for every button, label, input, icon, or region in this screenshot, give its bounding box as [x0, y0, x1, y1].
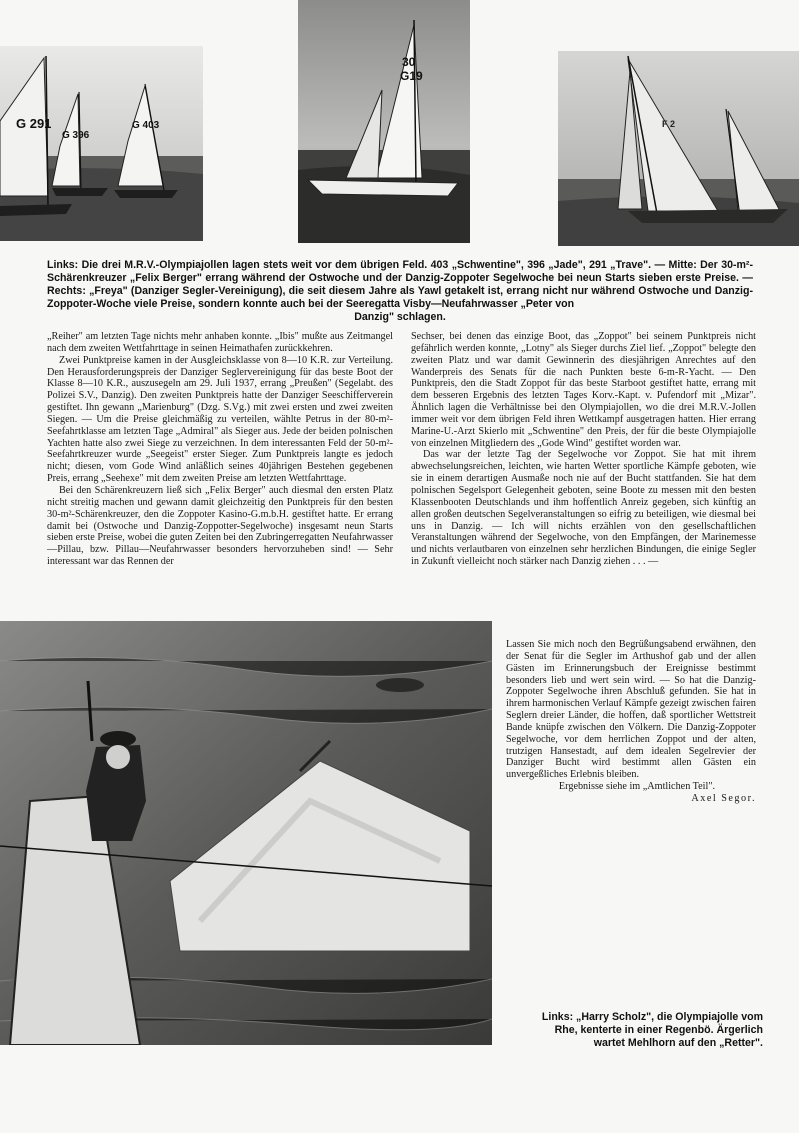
sail-number: G 291	[16, 116, 52, 131]
caption-line: wartet Mehlhorn auf den „Retter".	[593, 1037, 763, 1049]
paragraph: Bei den Schärenkreuzern ließ sich „Felix Berger" auch diesmal den ersten Platz nicht streitig machen und gewann damit gleichzeitig den Punktpreis für den besten 30-m²-Schärenkreuzer, den die Zoppoter Kasino-G.m.b.H. gestiftet hatte. Er errang damit bei (Ostwoche und Danzig-Zoppotter-Segelwoche) insgesamt neun Starts sieben erste Preise, wobei die guten Zeiten bei den Zubringerregatten Neufahrwasser—Pillau, bzw. Pillau—Neufahrwasser besonders hervorzuheben sind! — Sehr interessant war das Rennen der	[47, 484, 393, 568]
photo-caption-top	[47, 259, 753, 324]
paragraph: Sechser, bei denen das einzige Boot, das „Zoppot" bei seinem Punktpreis nicht gefährlich werden konnte, „Lotny" als Sieger durchs Ziel lief. „Zoppot" belegte den zweiten Platz und war damit Gewinnerin des diesjährigen Anrechtes auf den Wanderpreis des Senats für die nach Punkten beste 6-m-R-Yacht. — Den Punktpreis, den die Stadt Zoppot für das beste Starboot gestiftet hatte, errang mit dem besseren Ergebnis des letzten Tages Korv.-Kapt. v. Pufendorf mit „Mizar". Ähnlich lagen die Verhältnisse bei den Olympiajollen, wo die drei M.R.V.-Jollen immer weit vor dem übrigen Feld ihren Wettkampf ausgetragen hatten. Hier errang Marine-U.-Arzt Skierlo mit „Schwentine" den Preis, der für die beste Olympiajolle von einzelnen Mitgliedern des „Gode Wind" gestiftet worden war.	[411, 331, 756, 449]
photo-schaerenkreuzer	[298, 0, 470, 243]
photo-freya-yawl	[558, 51, 799, 246]
sail-number: F 2	[662, 119, 676, 129]
paragraph: Das war der letzte Tag der Segelwoche vor Zoppot. Sie hat mit ihrem abwechselungsreichen, leichten, wie harten Wetter sportliche Kämpfe geboten, wie sie in einem derartigen Ausmaße noch nie auf der Bucht stattfanden. Sie hat dem polnischen Segelsport Gelegenheit geboten, seine Boote zu messen mit den besten Klassenbooten Deutschlands und ihm hoffentlich Anreiz gegeben, sich künftig an allen großen deutschen Segelveranstaltungen so eifrig zu beteiligen, wie diesmal bei uns in Danzig. — Ich will nichts erzählen von den gesellschaftlichen Veranstaltungen während der Segelwoche, von den Empfängen, der Marinemesse und nichts verlautbaren von einzelnen sehr herzlichen Bindungen, die einige Segler in Zukunft vielleicht noch stärker nach Danzig ziehen . . . —	[411, 449, 756, 568]
caption-line: Rhe, kenterte in einer Regenbö. Ärgerlich	[554, 1024, 763, 1036]
sail-number: G 396	[62, 130, 90, 141]
caption-line: Ostwoche und Danzig-Zoppoter-Woche viele Preise, sondern konnte auch bei der Seeregatta Visby—Neufahrwasser „Peter von	[47, 285, 754, 310]
paragraph: „Reiher" am letzten Tage nichts mehr anhaben konnte. „Ibis" mußte aus Zeitmangel nach dem zweiten Wettfahrttage in seinen Heimathafen zurückkehren.	[47, 331, 393, 354]
caption-line: Danzig" schlagen.	[354, 311, 446, 323]
author-signature: Axel Segor.	[691, 792, 756, 804]
sail-number: G19	[400, 69, 423, 83]
article-column-right	[411, 331, 756, 568]
caption-line: Links: Die drei M.R.V.-Olympiajollen lagen stets weit vor dem übrigen Feld. 403 „Schwentine", 396 „Jade", 291 „Trave". — Mitte:	[47, 259, 697, 271]
photo-capsized-dinghy	[0, 621, 492, 1045]
article-column-wrap	[506, 639, 756, 805]
caption-line: Der 30-m²-Schärenkreuzer „Felix Berger" errang während der Ostwoche und der Danzig-Zoppoter Segelwoche bei neun Starts sieben	[47, 259, 753, 284]
results-reference: Ergebnisse siehe im „Amtlichen Teil".	[558, 781, 716, 793]
sail-number: G 403	[132, 120, 160, 131]
caption-line: Links: „Harry Scholz", die Olympiajolle vom	[541, 1011, 763, 1023]
photo-caption-bottom	[505, 1011, 763, 1050]
paragraph: Lassen Sie mich noch den Begrüßungsabend erwähnen, den der Senat für die Segler im Arthushof gab und der allen Gästen im Erinnerungsbuch der Ereignisse bestimmt besonders lieb und wert sein wird. — So hat die Danzig-Zoppoter Segelwoche ihren Abschluß gefunden. Sie hat in ihrem harmonischen Verlauf Kämpfe gezeigt zwischen fairen Seglern dreier Länder, die hoffen, daß sportlicher Wettstreit Bande knüpfe zwischen den Völkern. Die Danzig-Zoppoter Segelwoche, vor dem herrlichen Zoppot und der alten, trutzigen Hansestadt, auf dem idealen Segelrevier der Danziger Bucht wird bestimmt allen Gästen ein unvergeßliches Erlebnis bleiben.	[506, 639, 756, 781]
photo-olympiajollen	[0, 46, 203, 241]
article-column-left	[47, 331, 393, 568]
sail-number: 30	[402, 55, 416, 69]
paragraph: Zwei Punktpreise kamen in der Ausgleichsklasse von 8—10 K.R. zur Verteilung. Den Herausforderungspreis der Danziger Seglervereinigung für das beste Boot der Klasse 8—10 K.R., auszusegeln am 29. Juli 1937, errang „Preußen" (Segelabt. des Polizei S.V., Danzig). Den zweiten Punktpreis hatte der Danziger Seeschifferverein gestiftet. Ihn gewann „Marienburg" (Dzg. S.Vg.) mit zwei ersten und zwei zweiten Siegen. — Um die Preise gleichmäßig zu verteilen, wählte Petrus in der 80-m²-Seefahrtklasse am letzten Tage „Admiral" als Sieger aus. Jede der beiden polnischen Yachten hatte also zwei Siege zu verzeichnen. In dem interessanten Feld der 50-m²-Seefahrtkreuzer wurde „Seegeist" erster Sieger. Zum Punktpreis langte es jedoch nicht; diesen, vom Gode Wind anläßlich seines 40jährigen Bestehen gegebenen Preis, errang „Seehexe" mit dem zweiten Preise am letzten Wettfahrttage.	[47, 354, 393, 485]
caption-line: erste Preise. — Rechts: „Freya" (Danziger Segler-Vereinigung), die seit diesem Jahre als Yawl getakelt ist, errang nicht nur während	[47, 272, 753, 297]
